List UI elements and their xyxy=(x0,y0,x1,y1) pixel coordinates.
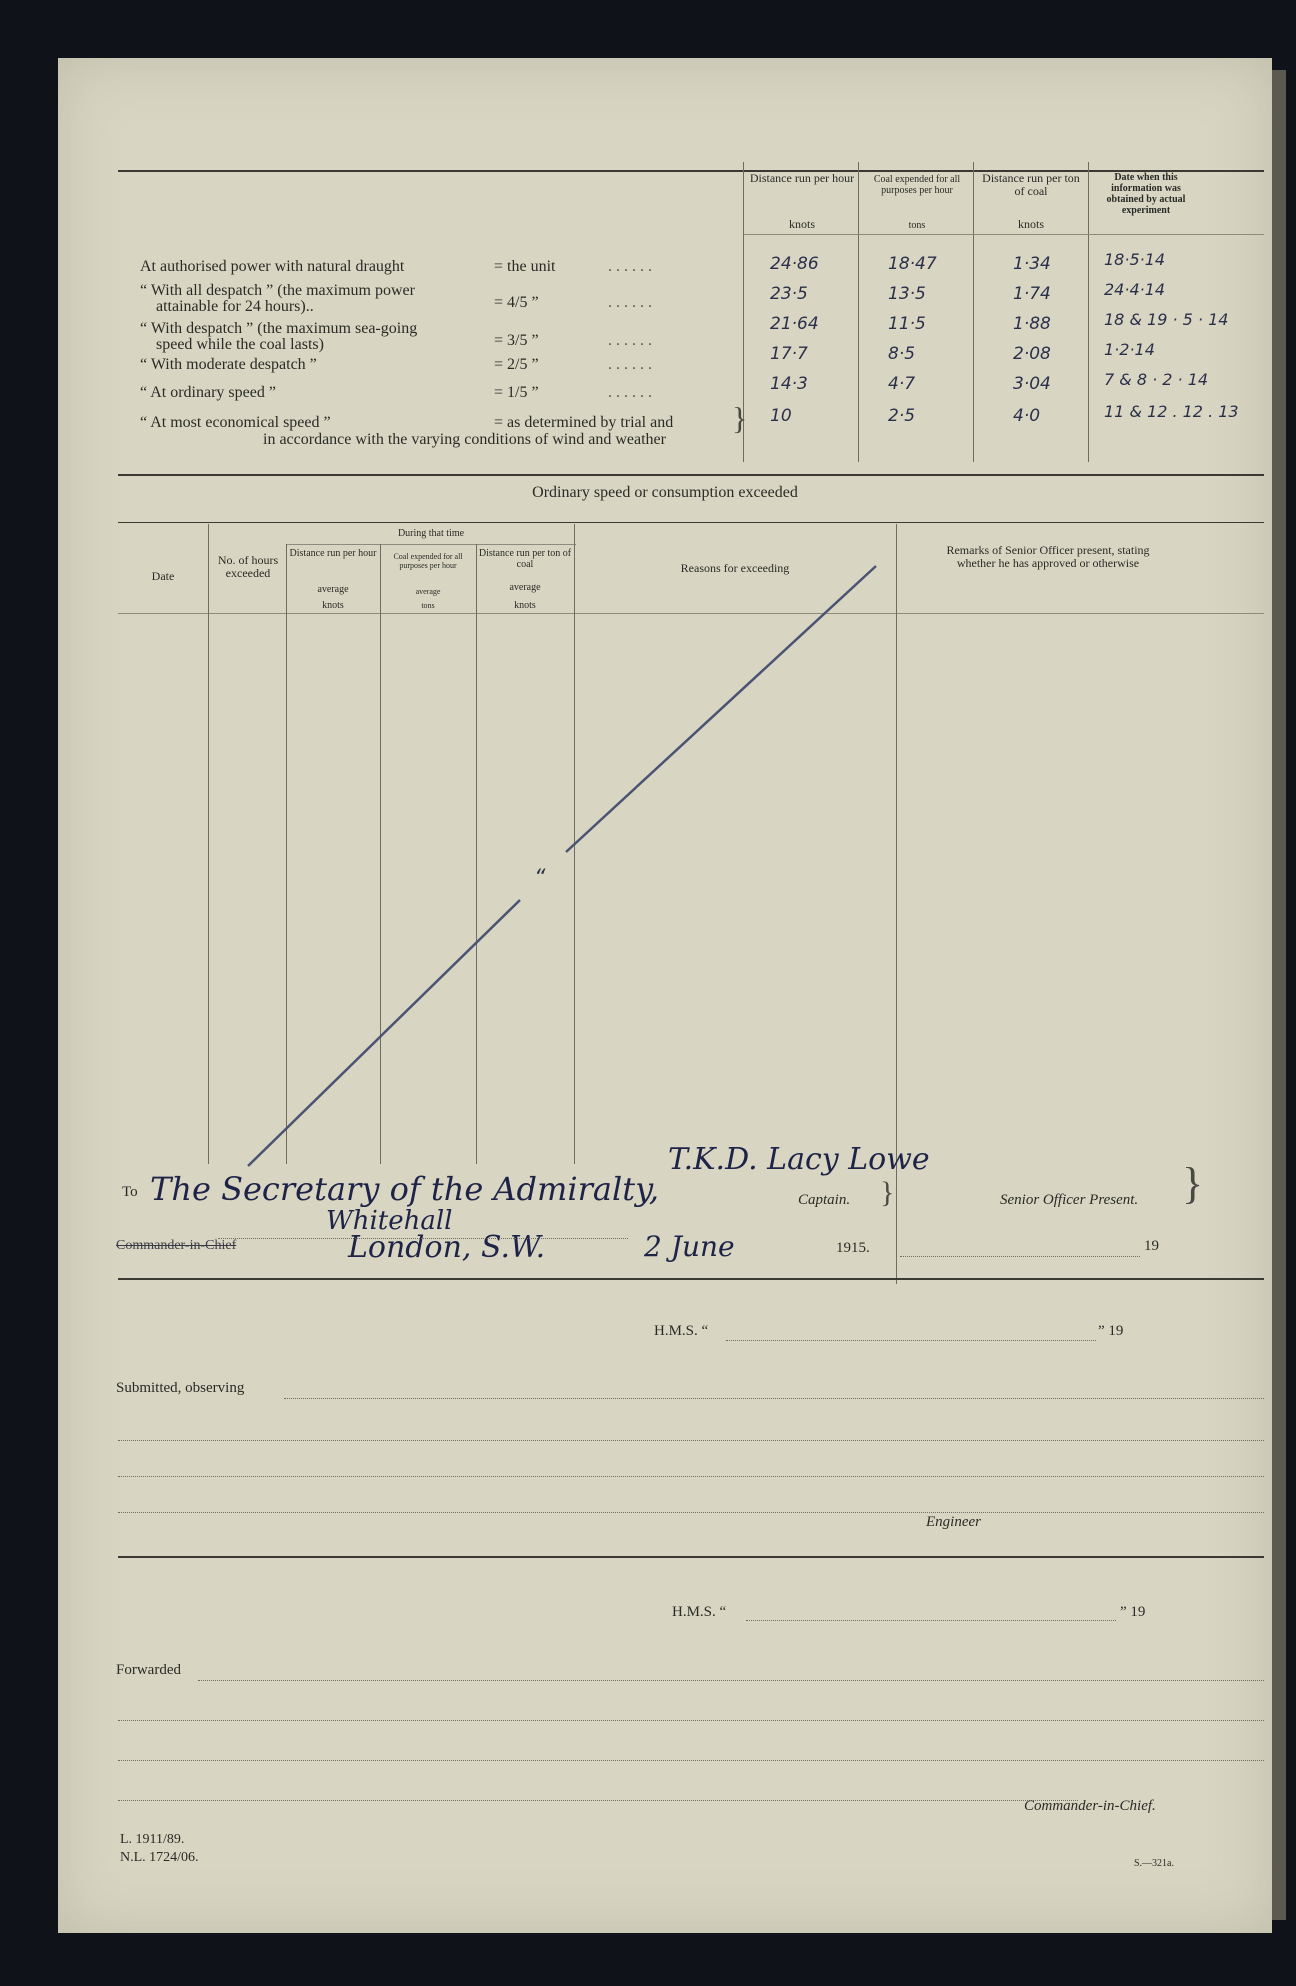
brace-1: } xyxy=(880,1176,895,1209)
coal-col-header: Coal expended for all purposes per hour xyxy=(393,552,463,570)
speed-row-label-cont: attainable for 24 hours).. xyxy=(156,298,314,315)
knots-2: knots xyxy=(514,600,536,611)
hms-name-field-1[interactable] xyxy=(726,1340,1096,1341)
coal-value: 11·5 xyxy=(888,314,926,334)
dist-per-ton-value: 4·0 xyxy=(1013,406,1041,426)
forwarded-line-3[interactable] xyxy=(118,1760,1264,1761)
tons-1: tons xyxy=(421,601,435,610)
speed-row-label: “ At ordinary speed ” xyxy=(140,384,276,401)
speed-row-ratio: = as determined by trial and xyxy=(494,414,674,431)
speed-row-ratio: = 3/5 ” xyxy=(494,332,539,349)
leader-dots: . . . . . . xyxy=(608,356,652,373)
speed-row-label: At authorised power with natural draught xyxy=(140,258,405,275)
coal-value: 4·7 xyxy=(888,374,916,394)
submitted-line-3[interactable] xyxy=(118,1476,1264,1477)
speed-row-ratio: = the unit xyxy=(494,258,556,275)
address-line xyxy=(218,1238,628,1239)
experiment-date-value: 24·4·14 xyxy=(1104,280,1166,299)
speed-row-ratio: = 4/5 ” xyxy=(494,294,539,311)
form-page xyxy=(58,58,1272,1933)
engineer-bottom-rule xyxy=(118,1556,1264,1558)
dist-per-hour-value: 10 xyxy=(770,406,792,426)
to-label: To xyxy=(122,1184,138,1200)
remarks-col-header: Remarks of Senior Officer present, stating whether he has approved or otherwise xyxy=(946,543,1150,570)
handwritten-date: 2 June xyxy=(644,1230,735,1263)
experiment-date-value: 7 & 8 · 2 · 14 xyxy=(1104,370,1209,389)
struck-commander: Commander-in-Chief xyxy=(116,1238,237,1253)
dist-per-hour-value: 17·7 xyxy=(770,344,808,364)
form-number: S.—321a. xyxy=(1134,1858,1174,1869)
commander-label: Commander-in-Chief. xyxy=(1024,1798,1156,1814)
year-19: 19 xyxy=(1144,1238,1159,1254)
average-1: average xyxy=(317,584,349,595)
submitted-line-2[interactable] xyxy=(118,1440,1264,1441)
average-2: average xyxy=(415,587,441,596)
knots-unit-2: knots xyxy=(1017,217,1044,231)
leader-dots: . . . . . . xyxy=(608,294,652,311)
experiment-date-value: 18 & 19 · 5 · 14 xyxy=(1104,310,1229,329)
dist-per-hour-value: 21·64 xyxy=(770,314,819,334)
dist-per-hour-header: Distance run per hour xyxy=(749,171,855,185)
forwarded-label: Forwarded xyxy=(116,1662,181,1678)
dist-per-hour-value: 23·5 xyxy=(770,284,808,304)
coal-value: 18·47 xyxy=(888,254,937,274)
recipient-line-3: London, S.W. xyxy=(348,1230,546,1265)
captain-signature: T.K.D. Lacy Lowe xyxy=(668,1142,930,1177)
speed-row-label-cont: in accordance with the varying conditions of wind and weather xyxy=(263,431,666,448)
recipient-line-2: Whitehall xyxy=(326,1206,453,1236)
hms-label-2: H.M.S. “ xyxy=(672,1604,727,1620)
brace-2: } xyxy=(1182,1159,1204,1208)
knots-1: knots xyxy=(322,600,344,611)
dist-per-ton-value: 3·04 xyxy=(1013,374,1051,394)
leader-dots: . . . . . . xyxy=(608,384,652,401)
ditto-mark: “ xyxy=(534,866,546,891)
speed-row-label: “ With all despatch ” (the maximum power xyxy=(140,282,415,299)
ref-1: L. 1911/89. xyxy=(120,1832,185,1847)
submitted-label: Submitted, observing xyxy=(116,1380,245,1396)
hours-col-header: No. of hours exceeded xyxy=(217,553,279,580)
coal-value: 2·5 xyxy=(888,406,916,426)
during-label: During that time xyxy=(397,528,465,539)
speed-row-label: “ With despatch ” (the maximum sea-going xyxy=(140,320,418,337)
dist-per-ton-value: 1·74 xyxy=(1013,284,1051,304)
dist-per-hour-value: 14·3 xyxy=(770,374,808,394)
paper-edge xyxy=(1272,70,1286,1920)
leader-dots: . . . . . . xyxy=(608,258,652,275)
dist-per-ton-header: Distance run per ton of coal xyxy=(982,171,1080,198)
dist-col-header: Distance run per hour xyxy=(289,548,377,559)
senior-officer-line xyxy=(900,1256,1140,1257)
senior-officer-label: Senior Officer Present. xyxy=(1000,1192,1139,1208)
coal-value: 8·5 xyxy=(888,344,916,364)
captain-label: Captain. xyxy=(798,1192,851,1208)
coal-value: 13·5 xyxy=(888,284,926,304)
speed-row-label: “ At most economical speed ” xyxy=(140,414,331,431)
strike-through-line xyxy=(58,58,1272,1933)
tons-unit: tons xyxy=(908,220,926,231)
address-bottom-rule xyxy=(118,1278,1264,1280)
dist-per-ton-value: 1·34 xyxy=(1013,254,1051,274)
ref-2: N.L. 1724/06. xyxy=(120,1850,199,1865)
coal-header: Coal expended for all purposes per hour xyxy=(873,174,961,196)
dist-per-ton-value: 2·08 xyxy=(1013,344,1051,364)
speed-row-label-cont: speed while the coal lasts) xyxy=(156,336,324,353)
speed-row-label: “ With moderate despatch ” xyxy=(140,356,317,373)
date-header: Date when this information was obtained by actual experiment xyxy=(1106,172,1186,216)
submitted-line-4[interactable] xyxy=(118,1512,1264,1513)
year-printed: 1915. xyxy=(836,1240,870,1256)
average-3: average xyxy=(509,582,541,593)
date-col-header: Date xyxy=(151,569,175,583)
experiment-date-value: 1·2·14 xyxy=(1104,340,1155,359)
dist-per-ton-value: 1·88 xyxy=(1013,314,1051,334)
forwarded-line-1[interactable] xyxy=(198,1680,1264,1681)
hms-year-1: ” 19 xyxy=(1098,1323,1124,1339)
experiment-date-value: 11 & 12 . 12 . 13 xyxy=(1104,402,1239,421)
forwarded-line-4[interactable] xyxy=(118,1800,1078,1801)
hms-name-field-2[interactable] xyxy=(746,1620,1116,1621)
brace-speed: } xyxy=(732,400,748,436)
submitted-line-1[interactable] xyxy=(284,1398,1264,1399)
exceeded-title: Ordinary speed or consumption exceeded xyxy=(532,484,798,501)
leader-dots: . . . . . . xyxy=(608,332,652,349)
engineer-label: Engineer xyxy=(926,1514,981,1530)
knots-unit: knots xyxy=(788,217,815,231)
speed-row-ratio: = 2/5 ” xyxy=(494,356,539,373)
speed-row-ratio: = 1/5 ” xyxy=(494,384,539,401)
experiment-date-value: 18·5·14 xyxy=(1104,250,1166,269)
forwarded-line-2[interactable] xyxy=(118,1720,1264,1721)
hms-label-1: H.M.S. “ xyxy=(654,1323,709,1339)
dist-ton-col-header: Distance run per ton of coal xyxy=(478,548,572,570)
reasons-col-header: Reasons for exceeding xyxy=(680,561,790,575)
hms-year-2: ” 19 xyxy=(1120,1604,1146,1620)
recipient-line-1: The Secretary of the Admiralty, xyxy=(150,1170,660,1208)
dist-per-hour-value: 24·86 xyxy=(770,254,819,274)
